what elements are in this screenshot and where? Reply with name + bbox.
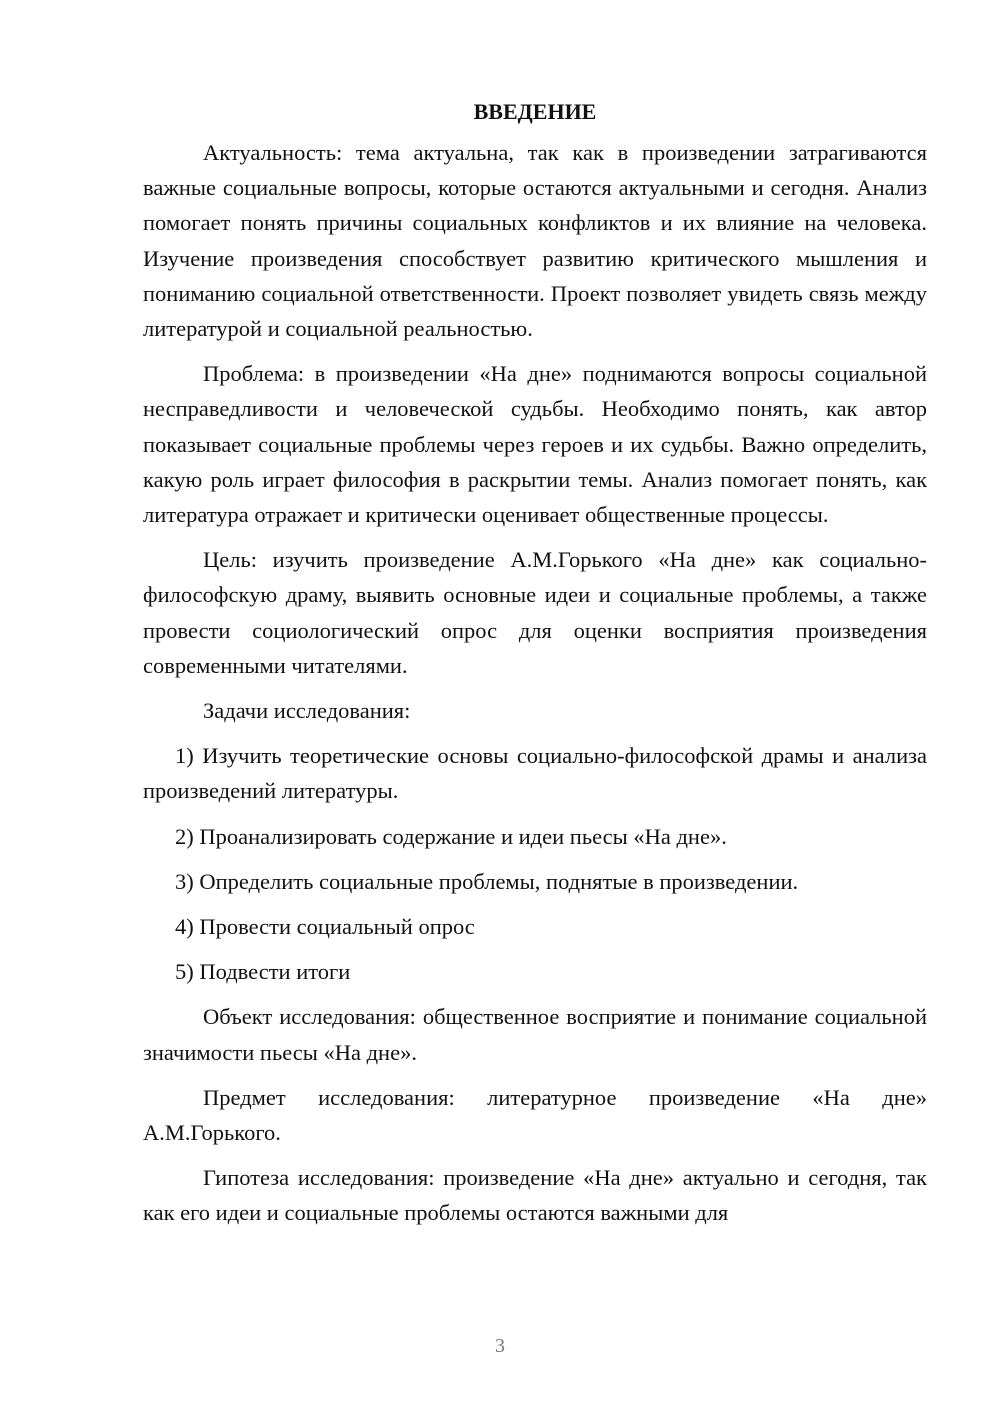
page-content	[143, 94, 927, 1241]
tasks-heading: Задачи исследования:	[203, 698, 411, 724]
task-item-5: 5) Подвести итоги	[175, 959, 351, 985]
task-item-2: 2) Проанализировать содержание и идеи пьесы «На дне».	[175, 823, 727, 849]
page-title: ВВЕДЕНИЕ	[473, 99, 597, 124]
task-item-1: 1) Изучить теоретические основы социально-философской драмы и анализа произведений литературы.	[143, 743, 927, 804]
task-item-4: 4) Провести социальный опрос	[175, 914, 475, 940]
paragraph-subject: Предмет исследования: литературное произведение «На дне» А.М.Горького.	[143, 1084, 927, 1146]
paragraph-relevance: Актуальность: тема актуальна, так как в произведении затрагиваются важные социальные вопросы, которые остаются актуальными и сегодня. Анализ помогает понять причины социальных конфликтов и их влияние на человека. Изучение произведения способствует развитию критического мышления и пониманию социальной ответственности. Проект позволяет увидеть связь между литературой и социальной реальностью.	[143, 140, 927, 342]
paragraph-problem: Проблема: в произведении «На дне» поднимаются вопросы социальной несправедливости и человеческой судьбы. Необходимо понять, как автор показывает социальные проблемы через героев и их судьбы. Важно определить, какую роль играет философия в раскрытии темы. Анализ помогает понять, как литература отражает и критически оценивает общественные процессы.	[143, 361, 927, 528]
page-number: 3	[495, 1335, 505, 1357]
task-item-3: 3) Определить социальные проблемы, поднятые в произведении.	[175, 868, 799, 894]
paragraph-hypothesis: Гипотеза исследования: произведение «На дне» актуально и сегодня, так как его идеи и социальные проблемы остаются важными для	[143, 1165, 927, 1226]
paragraph-goal: Цель: изучить произведение А.М.Горького «На дне» как социально-философскую драму, выявить основные идеи и социальные проблемы, а также провести социологический опрос для оценки восприятия произведения современными читателями.	[143, 547, 927, 678]
paragraph-object: Объект исследования: общественное восприятие и понимание социальной значимости пьесы «На дне».	[143, 1004, 927, 1065]
